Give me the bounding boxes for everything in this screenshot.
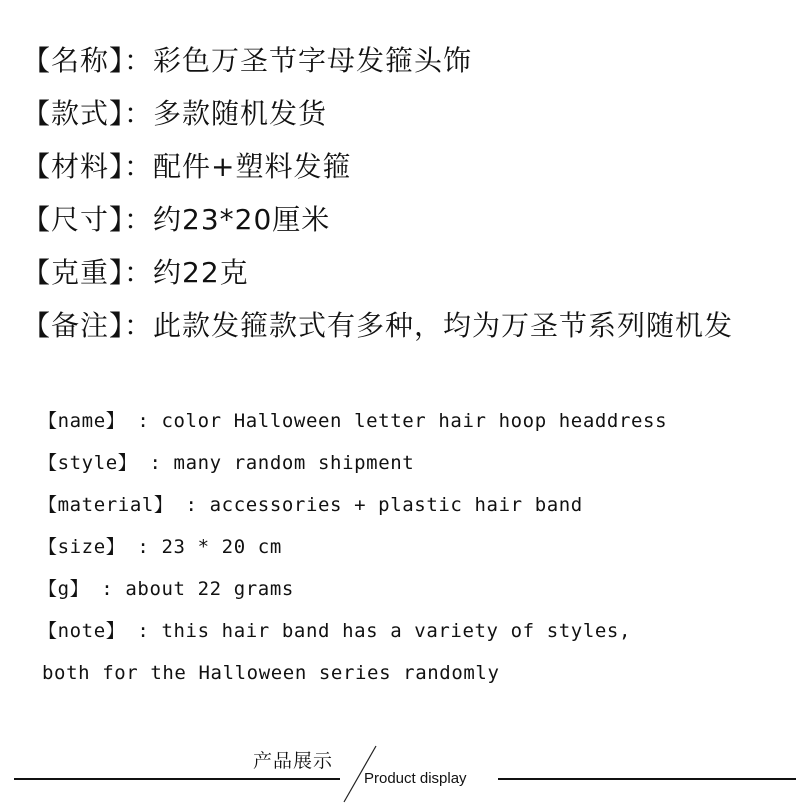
spec-value: 彩色万圣节字母发箍头饰 [153, 44, 473, 77]
spec-label: 【尺寸】 [22, 203, 125, 236]
spec-row-material-cn [22, 140, 733, 193]
spec-row-material-en [38, 484, 667, 526]
spec-value: 约23*20厘米 [153, 203, 331, 236]
section-title-en: Product display [364, 770, 467, 787]
spec-value: 多款随机发货 [153, 97, 328, 130]
spec-value: accessories + plastic hair band [209, 494, 583, 516]
spec-label: 【name】 [38, 410, 126, 432]
spec-separator: ： [124, 44, 154, 77]
spec-label: 【备注】 [22, 309, 125, 342]
spec-separator: : [125, 536, 162, 558]
spec-label: 【款式】 [22, 97, 125, 130]
spec-value: 此款发箍款式有多种，均为万圣节系列随机发 [153, 309, 734, 342]
spec-label: 【材料】 [22, 150, 125, 183]
spec-value: 配件+塑料发箍 [153, 150, 352, 183]
spec-row-note-cn [22, 299, 733, 352]
spec-separator: : [137, 452, 174, 474]
divider-right [498, 778, 796, 780]
spec-value: about 22 grams [125, 578, 294, 600]
spec-separator: ： [124, 256, 154, 289]
spec-label: 【克重】 [22, 256, 125, 289]
spec-value: 约22克 [153, 256, 249, 289]
spec-row-size-cn [22, 193, 733, 246]
spec-separator: : [89, 578, 126, 600]
spec-row-size-en [38, 526, 667, 568]
spec-label: 【g】 [38, 578, 90, 600]
spec-separator: ： [124, 309, 154, 342]
spec-value: color Halloween letter hair hoop headdress [161, 410, 668, 432]
spec-separator: : [173, 494, 210, 516]
spec-label: 【note】 [38, 620, 126, 642]
spec-row-name-en [38, 400, 667, 442]
spec-row-style-cn [22, 87, 733, 140]
spec-row-note-continuation-en: both for the Halloween series randomly [42, 662, 500, 684]
spec-separator: ： [124, 97, 154, 130]
spec-separator: : [125, 620, 162, 642]
spec-value: many random shipment [173, 452, 415, 474]
spec-separator: : [125, 410, 162, 432]
divider-left [14, 778, 340, 780]
spec-separator: ： [124, 150, 154, 183]
spec-row-style-en [38, 442, 667, 484]
spec-value: 23 * 20 cm [161, 536, 282, 558]
spec-separator: ： [124, 203, 154, 236]
product-display-header [0, 730, 800, 804]
spec-row-note-en [38, 610, 667, 652]
spec-label: 【material】 [38, 494, 174, 516]
spec-value: this hair band has a variety of styles, [161, 620, 632, 642]
spec-row-weight-en [38, 568, 667, 610]
spec-label: 【style】 [38, 452, 138, 474]
spec-label: 【名称】 [22, 44, 125, 77]
chinese-spec-list [22, 34, 733, 352]
spec-row-weight-cn [22, 246, 733, 299]
spec-row-name-cn [22, 34, 733, 87]
spec-label: 【size】 [38, 536, 126, 558]
section-title-cn: 产品展示 [253, 750, 334, 772]
english-spec-list [38, 400, 667, 694]
